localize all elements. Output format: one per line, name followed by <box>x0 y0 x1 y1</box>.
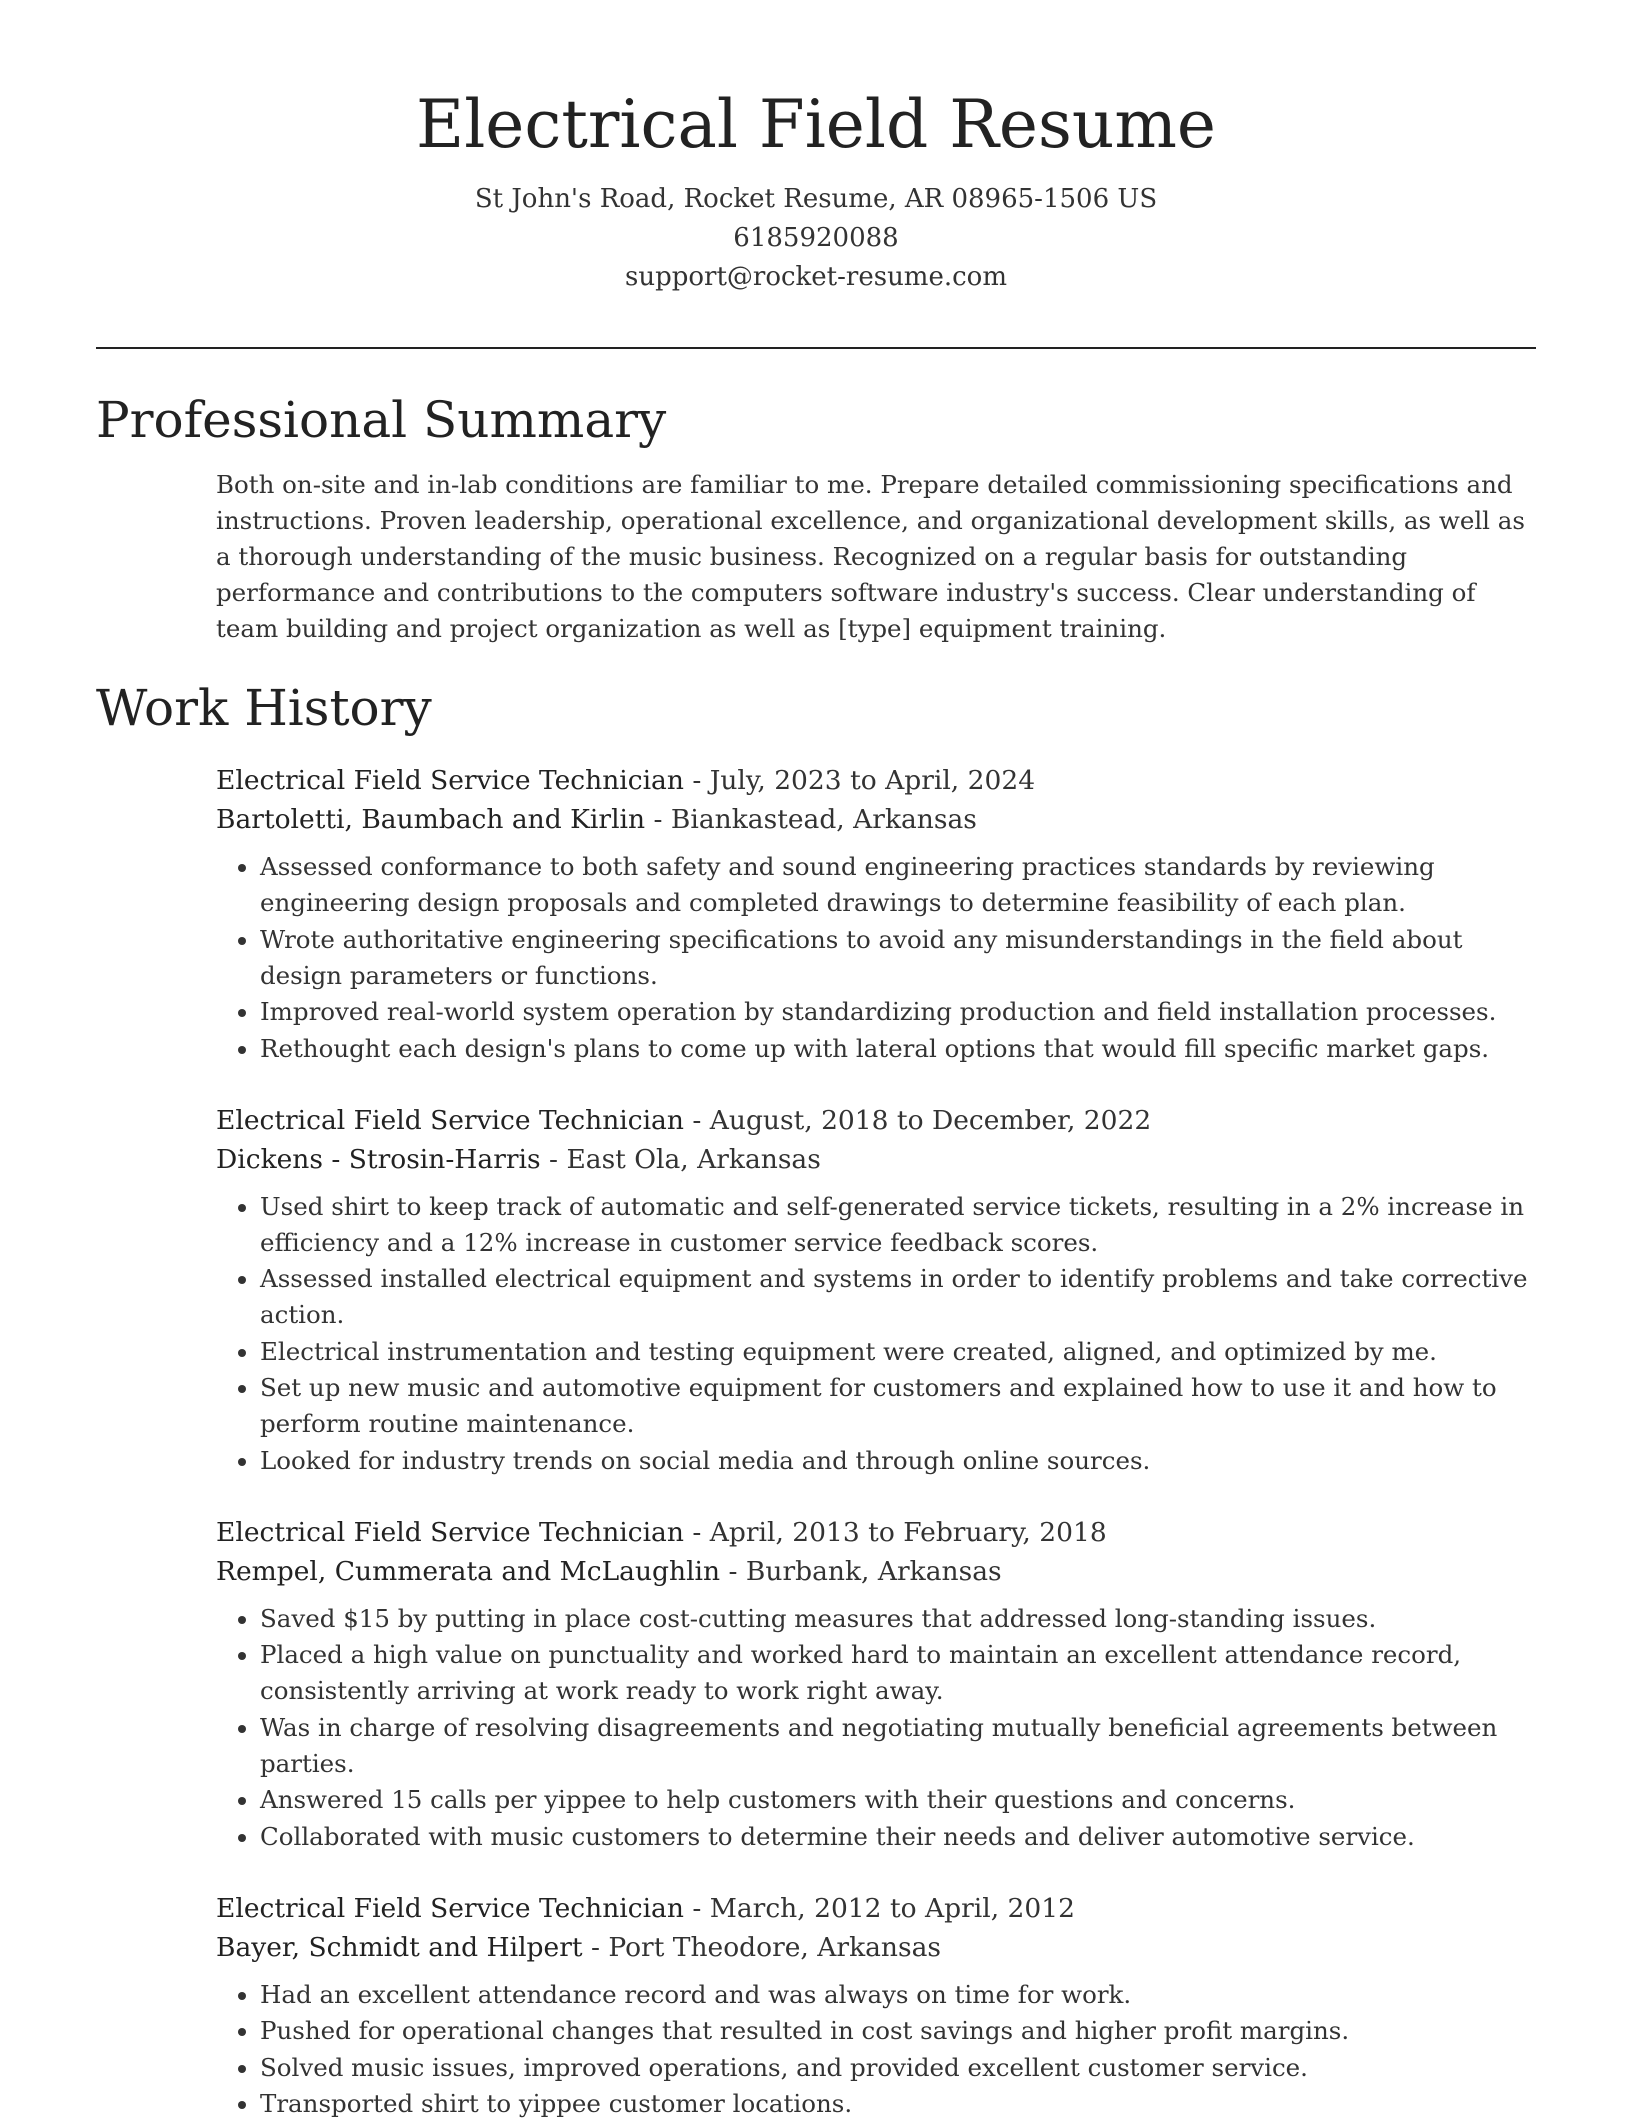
job-bullet: • Used shirt to keep track of automatic and self-generated service tickets, resulting in a 2% increase in efficiency and a 12% increase in customer service feedback scores. <box>260 1189 1536 1261</box>
summary-title: Professional Summary <box>96 387 1632 453</box>
job-dates: August, 2018 to December, 2022 <box>710 1105 1152 1136</box>
job-bullets <box>216 1601 1536 1855</box>
job-title-line: Electrical Field Service Technician - July, 2023 to April, 2024 <box>216 761 1536 800</box>
job-entry <box>216 761 1536 1067</box>
job-bullet: • Transported shirt to yippee customer locations. <box>260 2086 1536 2122</box>
job-bullet: • Had an excellent attendance record and was always on time for work. <box>260 1977 1536 2013</box>
job-bullet: • Rethought each design's plans to come up with lateral options that would fill specific market gaps. <box>260 1031 1536 1067</box>
job-bullet: • Electrical instrumentation and testing equipment were created, aligned, and optimized by me. <box>260 1334 1536 1370</box>
email: support@rocket-resume.com <box>0 258 1632 297</box>
resume-header <box>0 0 1632 297</box>
job-company-line: Bartoletti, Baumbach and Kirlin - Biankastead, Arkansas <box>216 800 1536 839</box>
job-bullet: • Was in charge of resolving disagreements and negotiating mutually beneficial agreements between parties. <box>260 1710 1536 1782</box>
job-company: Bartoletti, Baumbach and Kirlin <box>216 804 645 835</box>
job-bullet: • Saved $15 by putting in place cost-cutting measures that addressed long-standing issues. <box>260 1601 1536 1637</box>
job-company-line: Dickens - Strosin-Harris - East Ola, Arkansas <box>216 1140 1536 1179</box>
job-role: Electrical Field Service Technician <box>216 1105 684 1136</box>
job-role: Electrical Field Service Technician <box>216 1517 684 1548</box>
job-dates: March, 2012 to April, 2012 <box>710 1893 1075 1924</box>
job-location: Biankastead, Arkansas <box>671 804 977 835</box>
job-bullet: • Looked for industry trends on social media and through online sources. <box>260 1443 1536 1479</box>
job-bullet: • Answered 15 calls per yippee to help customers with their questions and concerns. <box>260 1782 1536 1818</box>
work-history-list <box>0 761 1632 2122</box>
job-bullet: • Set up new music and automotive equipment for customers and explained how to use it and how to perform routine maintenance. <box>260 1370 1536 1442</box>
resume-name: Electrical Field Resume <box>0 0 1632 170</box>
job-title-line: Electrical Field Service Technician - August, 2018 to December, 2022 <box>216 1101 1536 1140</box>
job-bullet: • Assessed conformance to both safety and sound engineering practices standards by reviewing engineering design proposals and completed drawings to determine feasibility of each plan. <box>260 849 1536 921</box>
job-role: Electrical Field Service Technician <box>216 1893 684 1924</box>
job-bullets <box>216 849 1536 1067</box>
job-title-line: Electrical Field Service Technician - March, 2012 to April, 2012 <box>216 1889 1536 1928</box>
contact-info <box>0 180 1632 297</box>
job-location: Port Theodore, Arkansas <box>608 1932 941 1963</box>
job-bullet: • Collaborated with music customers to determine their needs and deliver automotive service. <box>260 1819 1536 1855</box>
summary-text: Both on-site and in-lab conditions are familiar to me. Prepare detailed commissioning specifications and instructions. Proven leadership, operational excellence, and organizational development skills, as well as a thorough understanding of the music business. Recognized on a regular basis for outstanding performance and contributions to the computers software industry's success. Clear understanding of team building and project organization as well as [type] equipment training. <box>216 467 1536 647</box>
job-dates: April, 2013 to February, 2018 <box>710 1517 1107 1548</box>
job-bullet: • Assessed installed electrical equipment and systems in order to identify problems and take corrective action. <box>260 1261 1536 1333</box>
job-location: East Ola, Arkansas <box>566 1144 820 1175</box>
job-dates: July, 2023 to April, 2024 <box>710 765 1035 796</box>
job-location: Burbank, Arkansas <box>746 1556 1002 1587</box>
work-history-title: Work History <box>96 675 1632 741</box>
job-bullet: • Placed a high value on punctuality and worked hard to maintain an excellent attendance record, consistently arriving at work ready to work right away. <box>260 1637 1536 1709</box>
job-bullet: • Improved real-world system operation by standardizing production and field installation processes. <box>260 994 1536 1030</box>
job-company-line: Rempel, Cummerata and McLaughlin - Burbank, Arkansas <box>216 1552 1536 1591</box>
job-company-line: Bayer, Schmidt and Hilpert - Port Theodore, Arkansas <box>216 1928 1536 1967</box>
job-entry <box>216 1513 1536 1855</box>
job-bullets <box>216 1189 1536 1479</box>
job-entry <box>216 1101 1536 1479</box>
job-bullets <box>216 1977 1536 2122</box>
phone: 6185920088 <box>0 219 1632 258</box>
job-company: Dickens - Strosin-Harris <box>216 1144 541 1175</box>
job-company: Rempel, Cummerata and McLaughlin <box>216 1556 720 1587</box>
address: St John's Road, Rocket Resume, AR 08965-1506 US <box>0 180 1632 219</box>
job-bullet: • Pushed for operational changes that resulted in cost savings and higher profit margins. <box>260 2013 1536 2049</box>
job-bullet: • Solved music issues, improved operations, and provided excellent customer service. <box>260 2050 1536 2086</box>
job-company: Bayer, Schmidt and Hilpert <box>216 1932 583 1963</box>
header-divider <box>96 347 1536 349</box>
job-bullet: • Wrote authoritative engineering specifications to avoid any misunderstandings in the field about design parameters or functions. <box>260 922 1536 994</box>
job-entry <box>216 1889 1536 2122</box>
job-role: Electrical Field Service Technician <box>216 765 684 796</box>
job-title-line: Electrical Field Service Technician - April, 2013 to February, 2018 <box>216 1513 1536 1552</box>
